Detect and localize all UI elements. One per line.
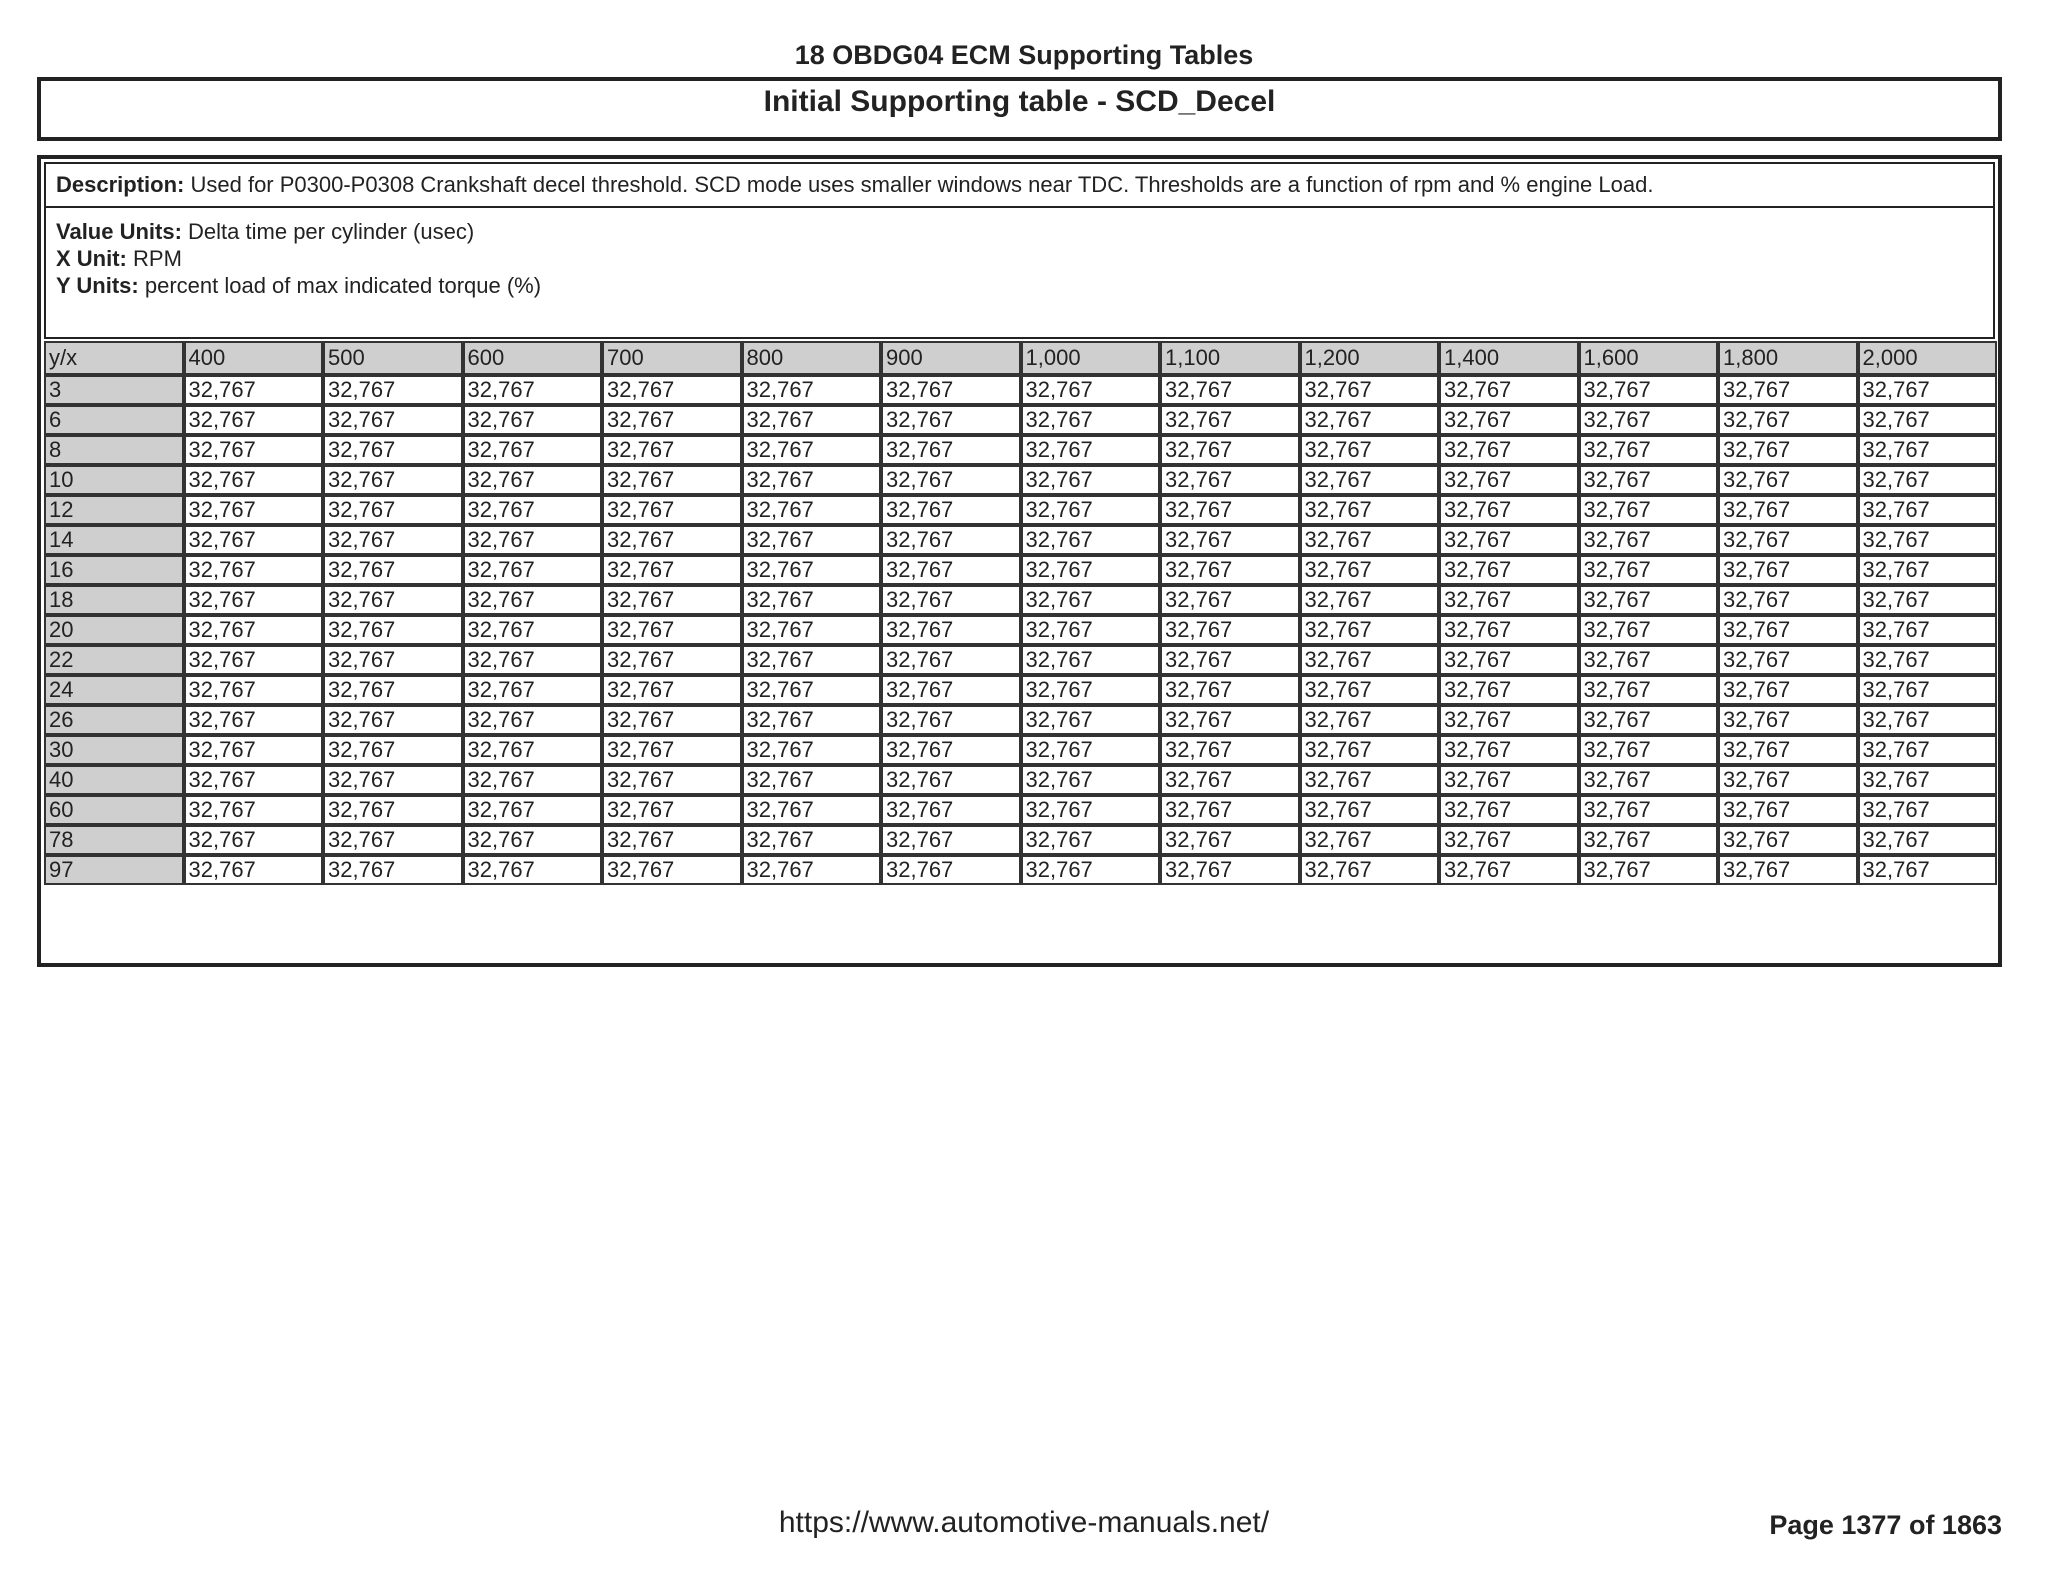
table-cell: 32,767 (1300, 465, 1440, 495)
lookup-table-body (44, 341, 1997, 885)
table-cell: 32,767 (1858, 525, 1998, 555)
table-cell: 32,767 (742, 735, 882, 765)
row-header: 24 (44, 675, 184, 705)
table-cell: 32,767 (1160, 645, 1300, 675)
table-cell: 32,767 (323, 735, 463, 765)
column-header: 900 (881, 341, 1021, 375)
table-cell: 32,767 (1021, 645, 1161, 675)
table-row (44, 795, 1997, 825)
table-cell: 32,767 (881, 735, 1021, 765)
table-cell: 32,767 (1021, 705, 1161, 735)
table-cell: 32,767 (1300, 645, 1440, 675)
table-cell: 32,767 (1021, 585, 1161, 615)
table-cell: 32,767 (1718, 795, 1858, 825)
table-cell: 32,767 (1021, 555, 1161, 585)
table-cell: 32,767 (1160, 435, 1300, 465)
row-header: 40 (44, 765, 184, 795)
table-row (44, 435, 1997, 465)
table-cell: 32,767 (1718, 465, 1858, 495)
table-cell: 32,767 (463, 795, 603, 825)
row-header: 3 (44, 375, 184, 405)
table-cell: 32,767 (881, 465, 1021, 495)
table-cell: 32,767 (1579, 825, 1719, 855)
table-cell: 32,767 (742, 645, 882, 675)
table-cell: 32,767 (1718, 525, 1858, 555)
table-cell: 32,767 (463, 435, 603, 465)
table-cell: 32,767 (184, 435, 324, 465)
table-cell: 32,767 (881, 585, 1021, 615)
column-header: 1,600 (1579, 341, 1719, 375)
table-cell: 32,767 (1579, 525, 1719, 555)
table-cell: 32,767 (1579, 555, 1719, 585)
table-cell: 32,767 (1858, 435, 1998, 465)
document-header: 18 OBDG04 ECM Supporting Tables (794, 40, 1254, 70)
table-cell: 32,767 (881, 675, 1021, 705)
table-cell: 32,767 (1439, 735, 1579, 765)
table-cell: 32,767 (1718, 765, 1858, 795)
table-header-row (44, 341, 1997, 375)
description-text: Used for P0300-P0308 Crankshaft decel threshold. SCD mode uses smaller windows near TDC. Thresholds are a function of rpm and % engine Load. (190, 172, 1654, 197)
table-cell: 32,767 (602, 855, 742, 885)
table-cell: 32,767 (1021, 735, 1161, 765)
table-cell: 32,767 (1300, 735, 1440, 765)
table-cell: 32,767 (742, 525, 882, 555)
table-cell: 32,767 (184, 765, 324, 795)
table-cell: 32,767 (602, 525, 742, 555)
table-cell: 32,767 (1439, 585, 1579, 615)
table-cell: 32,767 (1718, 825, 1858, 855)
table-cell: 32,767 (323, 585, 463, 615)
y-units-text: percent load of max indicated torque (%) (144, 273, 542, 298)
table-cell: 32,767 (1439, 705, 1579, 735)
table-cell: 32,767 (1858, 555, 1998, 585)
column-header: 800 (742, 341, 882, 375)
table-cell: 32,767 (184, 555, 324, 585)
table-cell: 32,767 (1858, 375, 1998, 405)
description-label: Description: (56, 172, 185, 197)
table-cell: 32,767 (1160, 375, 1300, 405)
table-row (44, 375, 1997, 405)
row-header: 20 (44, 615, 184, 645)
row-header: 30 (44, 735, 184, 765)
table-cell: 32,767 (602, 465, 742, 495)
table-cell: 32,767 (1300, 615, 1440, 645)
table-cell: 32,767 (1160, 615, 1300, 645)
table-cell: 32,767 (1021, 615, 1161, 645)
table-cell: 32,767 (1858, 795, 1998, 825)
table-cell: 32,767 (1579, 375, 1719, 405)
table-cell: 32,767 (463, 735, 603, 765)
table-row (44, 675, 1997, 705)
table-cell: 32,767 (602, 705, 742, 735)
table-cell: 32,767 (1021, 855, 1161, 885)
table-cell: 32,767 (1718, 645, 1858, 675)
table-cell: 32,767 (602, 585, 742, 615)
table-cell: 32,767 (1718, 705, 1858, 735)
table-cell: 32,767 (1021, 525, 1161, 555)
table-cell: 32,767 (1439, 405, 1579, 435)
table-cell: 32,767 (184, 615, 324, 645)
table-cell: 32,767 (1439, 825, 1579, 855)
table-cell: 32,767 (1300, 705, 1440, 735)
column-header: 2,000 (1858, 341, 1998, 375)
table-cell: 32,767 (1439, 855, 1579, 885)
footer-link[interactable]: https://www.automotive-manuals.net/ (778, 1506, 1270, 1539)
table-cell: 32,767 (323, 615, 463, 645)
table-cell: 32,767 (1160, 465, 1300, 495)
table-cell: 32,767 (1858, 825, 1998, 855)
table-cell: 32,767 (1858, 405, 1998, 435)
table-cell: 32,767 (1300, 495, 1440, 525)
table-cell: 32,767 (742, 375, 882, 405)
table-cell: 32,767 (1021, 825, 1161, 855)
table-cell: 32,767 (1160, 765, 1300, 795)
table-cell: 32,767 (1160, 495, 1300, 525)
table-cell: 32,767 (1439, 465, 1579, 495)
table-cell: 32,767 (1718, 855, 1858, 885)
table-title: Initial Supporting table - SCD_Decel (763, 85, 1276, 118)
table-cell: 32,767 (1021, 765, 1161, 795)
table-cell: 32,767 (184, 645, 324, 675)
table-cell: 32,767 (463, 525, 603, 555)
table-cell: 32,767 (602, 645, 742, 675)
table-cell: 32,767 (184, 825, 324, 855)
table-cell: 32,767 (323, 795, 463, 825)
table-cell: 32,767 (602, 555, 742, 585)
column-header: 600 (463, 341, 603, 375)
table-cell: 32,767 (602, 615, 742, 645)
row-header: 60 (44, 795, 184, 825)
row-header: 97 (44, 855, 184, 885)
table-cell: 32,767 (742, 795, 882, 825)
table-cell: 32,767 (1160, 825, 1300, 855)
table-cell: 32,767 (1579, 645, 1719, 675)
table-cell: 32,767 (463, 675, 603, 705)
table-cell: 32,767 (1160, 585, 1300, 615)
value-units-label: Value Units: (56, 219, 182, 244)
table-cell: 32,767 (184, 405, 324, 435)
table-row (44, 465, 1997, 495)
table-cell: 32,767 (1718, 495, 1858, 525)
table-cell: 32,767 (1160, 405, 1300, 435)
column-header: 1,000 (1021, 341, 1161, 375)
x-unit-label: X Unit: (56, 246, 127, 271)
table-cell: 32,767 (1300, 525, 1440, 555)
table-cell: 32,767 (1439, 645, 1579, 675)
table-cell: 32,767 (1300, 795, 1440, 825)
page-number: Page 1377 of 1863 (1769, 1510, 2002, 1540)
table-cell: 32,767 (323, 555, 463, 585)
table-cell: 32,767 (1300, 855, 1440, 885)
table-cell: 32,767 (1300, 825, 1440, 855)
table-cell: 32,767 (1021, 375, 1161, 405)
table-cell: 32,767 (323, 495, 463, 525)
table-cell: 32,767 (742, 405, 882, 435)
table-cell: 32,767 (1579, 705, 1719, 735)
table-cell: 32,767 (881, 435, 1021, 465)
table-row (44, 735, 1997, 765)
info-box (37, 155, 2002, 967)
table-cell: 32,767 (602, 375, 742, 405)
table-cell: 32,767 (1858, 765, 1998, 795)
table-cell: 32,767 (1300, 765, 1440, 795)
table-cell: 32,767 (1439, 675, 1579, 705)
table-cell: 32,767 (1160, 855, 1300, 885)
table-row (44, 495, 1997, 525)
table-cell: 32,767 (1718, 585, 1858, 615)
table-cell: 32,767 (1858, 705, 1998, 735)
table-cell: 32,767 (1579, 615, 1719, 645)
row-header: 16 (44, 555, 184, 585)
table-cell: 32,767 (323, 705, 463, 735)
column-header: 500 (323, 341, 463, 375)
table-cell: 32,767 (184, 585, 324, 615)
table-cell: 32,767 (1858, 465, 1998, 495)
table-cell: 32,767 (1579, 585, 1719, 615)
table-cell: 32,767 (742, 585, 882, 615)
table-cell: 32,767 (323, 645, 463, 675)
table-cell: 32,767 (881, 705, 1021, 735)
table-row (44, 555, 1997, 585)
table-cell: 32,767 (881, 375, 1021, 405)
table-cell: 32,767 (1160, 555, 1300, 585)
table-cell: 32,767 (463, 495, 603, 525)
table-cell: 32,767 (1160, 795, 1300, 825)
table-cell: 32,767 (742, 435, 882, 465)
table-cell: 32,767 (184, 705, 324, 735)
table-cell: 32,767 (184, 375, 324, 405)
units-section (44, 208, 1995, 339)
table-cell: 32,767 (1579, 495, 1719, 525)
table-cell: 32,767 (1160, 705, 1300, 735)
table-cell: 32,767 (1160, 735, 1300, 765)
table-row (44, 825, 1997, 855)
table-cell: 32,767 (602, 435, 742, 465)
column-header: 700 (602, 341, 742, 375)
table-cell: 32,767 (1021, 495, 1161, 525)
table-cell: 32,767 (463, 465, 603, 495)
table-cell: 32,767 (881, 795, 1021, 825)
table-cell: 32,767 (323, 825, 463, 855)
table-cell: 32,767 (1439, 495, 1579, 525)
table-cell: 32,767 (323, 435, 463, 465)
table-cell: 32,767 (1021, 675, 1161, 705)
table-row (44, 645, 1997, 675)
table-cell: 32,767 (602, 735, 742, 765)
row-header: 12 (44, 495, 184, 525)
table-cell: 32,767 (602, 675, 742, 705)
table-cell: 32,767 (323, 375, 463, 405)
row-header: 14 (44, 525, 184, 555)
table-cell: 32,767 (323, 465, 463, 495)
table-cell: 32,767 (463, 585, 603, 615)
table-cell: 32,767 (1579, 435, 1719, 465)
table-cell: 32,767 (742, 855, 882, 885)
table-cell: 32,767 (881, 855, 1021, 885)
table-cell: 32,767 (1021, 405, 1161, 435)
table-cell: 32,767 (742, 495, 882, 525)
table-cell: 32,767 (463, 765, 603, 795)
table-cell: 32,767 (1718, 405, 1858, 435)
row-header: 8 (44, 435, 184, 465)
table-cell: 32,767 (463, 645, 603, 675)
table-cell: 32,767 (602, 765, 742, 795)
table-cell: 32,767 (184, 495, 324, 525)
table-cell: 32,767 (323, 765, 463, 795)
table-cell: 32,767 (1718, 615, 1858, 645)
table-cell: 32,767 (463, 825, 603, 855)
column-header: 1,400 (1439, 341, 1579, 375)
table-cell: 32,767 (1300, 555, 1440, 585)
table-cell: 32,767 (1439, 765, 1579, 795)
table-cell: 32,767 (1858, 495, 1998, 525)
table-cell: 32,767 (323, 525, 463, 555)
table-cell: 32,767 (184, 675, 324, 705)
table-cell: 32,767 (1439, 525, 1579, 555)
table-cell: 32,767 (742, 465, 882, 495)
table-cell: 32,767 (1858, 735, 1998, 765)
table-cell: 32,767 (881, 765, 1021, 795)
table-row (44, 585, 1997, 615)
table-cell: 32,767 (463, 375, 603, 405)
table-cell: 32,767 (881, 405, 1021, 435)
table-cell: 32,767 (602, 405, 742, 435)
table-cell: 32,767 (463, 855, 603, 885)
row-header: 18 (44, 585, 184, 615)
x-unit-text: RPM (133, 246, 182, 271)
table-cell: 32,767 (602, 795, 742, 825)
table-cell: 32,767 (602, 825, 742, 855)
column-header: 1,100 (1160, 341, 1300, 375)
y-units-line (56, 272, 1983, 299)
table-cell: 32,767 (1579, 855, 1719, 885)
table-row (44, 405, 1997, 435)
table-cell: 32,767 (1858, 855, 1998, 885)
table-cell: 32,767 (1718, 375, 1858, 405)
table-cell: 32,767 (1858, 675, 1998, 705)
table-cell: 32,767 (184, 465, 324, 495)
table-cell: 32,767 (1300, 405, 1440, 435)
table-cell: 32,767 (1579, 795, 1719, 825)
row-header: 6 (44, 405, 184, 435)
table-cell: 32,767 (1021, 795, 1161, 825)
table-cell: 32,767 (1858, 615, 1998, 645)
table-cell: 32,767 (602, 495, 742, 525)
table-cell: 32,767 (881, 825, 1021, 855)
value-units-text: Delta time per cylinder (usec) (188, 219, 475, 244)
table-cell: 32,767 (881, 615, 1021, 645)
table-cell: 32,767 (1300, 675, 1440, 705)
table-cell: 32,767 (742, 555, 882, 585)
table-cell: 32,767 (1439, 375, 1579, 405)
column-header: 400 (184, 341, 324, 375)
table-row (44, 705, 1997, 735)
table-cell: 32,767 (742, 825, 882, 855)
lookup-table (44, 341, 1997, 885)
table-cell: 32,767 (1439, 435, 1579, 465)
table-row (44, 855, 1997, 885)
table-cell: 32,767 (323, 675, 463, 705)
row-header: 26 (44, 705, 184, 735)
table-cell: 32,767 (742, 675, 882, 705)
table-cell: 32,767 (463, 405, 603, 435)
table-cell: 32,767 (184, 525, 324, 555)
table-cell: 32,767 (881, 495, 1021, 525)
table-cell: 32,767 (1160, 525, 1300, 555)
table-cell: 32,767 (1021, 435, 1161, 465)
table-cell: 32,767 (1858, 585, 1998, 615)
table-cell: 32,767 (323, 855, 463, 885)
table-cell: 32,767 (1579, 465, 1719, 495)
table-cell: 32,767 (1579, 735, 1719, 765)
table-cell: 32,767 (323, 405, 463, 435)
table-cell: 32,767 (742, 615, 882, 645)
table-cell: 32,767 (184, 795, 324, 825)
column-header: 1,800 (1718, 341, 1858, 375)
table-cell: 32,767 (742, 765, 882, 795)
y-units-label: Y Units: (56, 273, 139, 298)
row-header: 10 (44, 465, 184, 495)
table-cell: 32,767 (1579, 675, 1719, 705)
table-cell: 32,767 (184, 735, 324, 765)
table-cell: 32,767 (1439, 615, 1579, 645)
table-cell: 32,767 (881, 525, 1021, 555)
table-cell: 32,767 (184, 855, 324, 885)
value-units-line (56, 218, 1983, 245)
table-cell: 32,767 (881, 555, 1021, 585)
table-cell: 32,767 (463, 705, 603, 735)
table-cell: 32,767 (1718, 675, 1858, 705)
table-cell: 32,767 (1160, 675, 1300, 705)
table-cell: 32,767 (1300, 375, 1440, 405)
table-row (44, 765, 1997, 795)
table-cell: 32,767 (463, 615, 603, 645)
table-row (44, 615, 1997, 645)
table-cell: 32,767 (1718, 555, 1858, 585)
table-cell: 32,767 (1439, 795, 1579, 825)
row-header: 78 (44, 825, 184, 855)
table-cell: 32,767 (1718, 735, 1858, 765)
x-unit-line (56, 245, 1983, 272)
table-cell: 32,767 (1300, 585, 1440, 615)
table-cell: 32,767 (742, 705, 882, 735)
column-header: 1,200 (1300, 341, 1440, 375)
table-cell: 32,767 (1718, 435, 1858, 465)
table-cell: 32,767 (1439, 555, 1579, 585)
table-row (44, 525, 1997, 555)
table-cell: 32,767 (1021, 465, 1161, 495)
table-cell: 32,767 (1858, 645, 1998, 675)
table-cell: 32,767 (881, 645, 1021, 675)
table-cell: 32,767 (1579, 405, 1719, 435)
description-row (44, 162, 1995, 208)
table-title-box (37, 77, 2002, 141)
table-cell: 32,767 (1579, 765, 1719, 795)
corner-cell: y/x (44, 341, 184, 375)
table-cell: 32,767 (463, 555, 603, 585)
row-header: 22 (44, 645, 184, 675)
table-cell: 32,767 (1300, 435, 1440, 465)
